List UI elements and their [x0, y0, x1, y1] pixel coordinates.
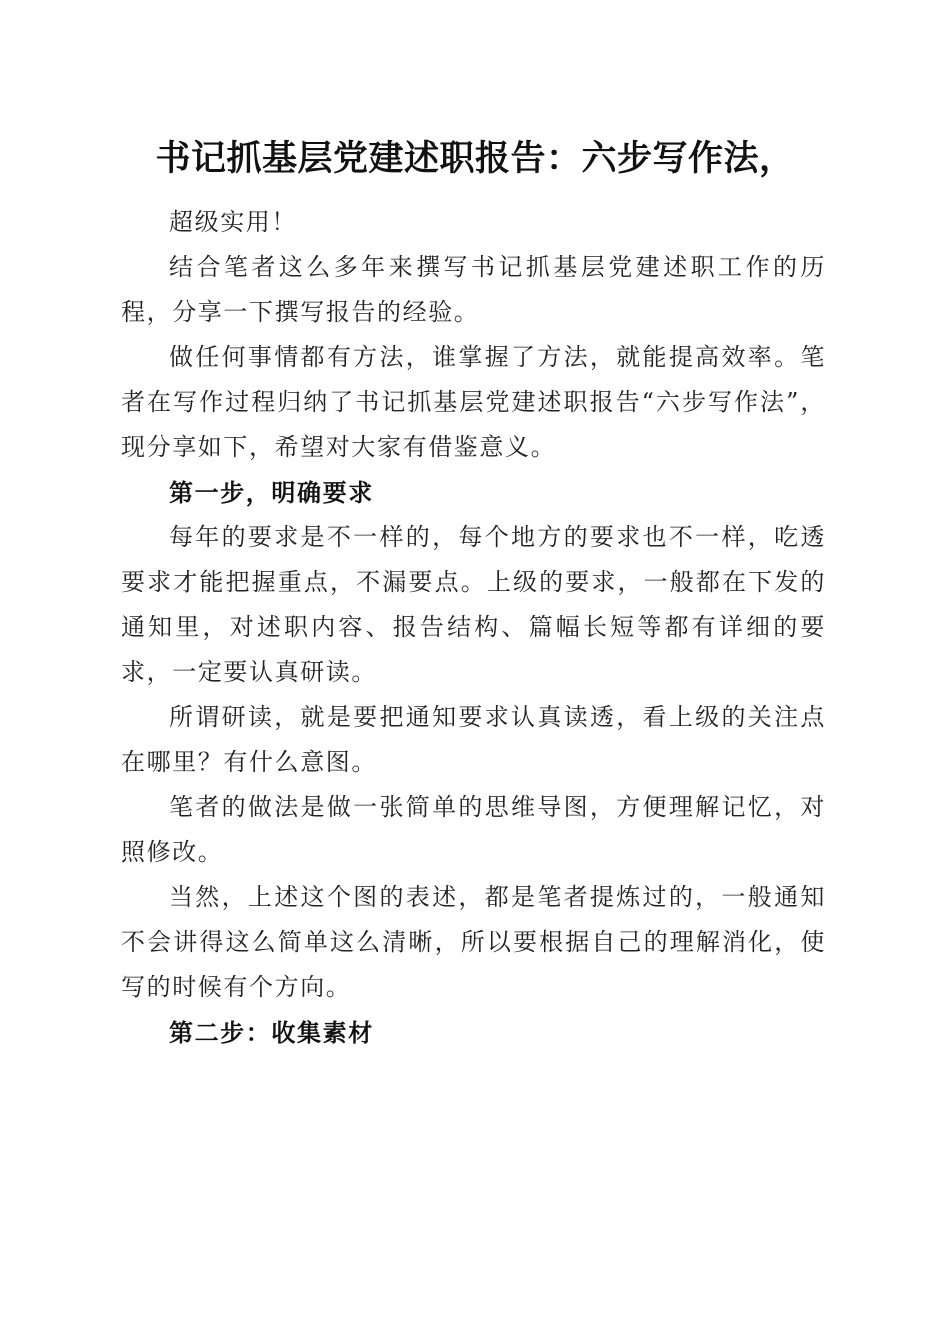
paragraph-method: 做任何事情都有方法，谁掌握了方法，就能提高效率。笔者在写作过程归纳了书记抓基层党建述职报告“六步写作法”，现分享如下，希望对大家有借鉴意义。 — [121, 343, 826, 461]
document-body — [121, 200, 826, 1055]
paragraph-study: 所谓研读，就是要把通知要求认真读透，看上级的关注点在哪里？有什么意图。 — [121, 703, 826, 776]
paragraph-experience: 结合笔者这么多年来撰写书记抓基层党建述职工作的历程，分享一下撰写报告的经验。 — [121, 253, 826, 326]
paragraph-intro: 超级实用！ — [169, 208, 297, 236]
paragraph-requirements: 每年的要求是不一样的，每个地方的要求也不一样，吃透要求才能把握重点，不漏要点。上级的要求，一般都在下发的通知里，对述职内容、报告结构、篇幅长短等都有详细的要求，一定要认真研读。 — [121, 523, 826, 686]
section-heading-step-one: 第一步，明确要求 — [169, 478, 374, 507]
paragraph-mind-map: 笔者的做法是做一张简单的思维导图，方便理解记忆，对照修改。 — [121, 793, 826, 866]
section-heading-step-two: 第二步：收集素材 — [169, 1018, 374, 1047]
paragraph-direction: 当然，上述这个图的表述，都是笔者提炼过的，一般通知不会讲得这么简单这么清晰，所以要根据自己的理解消化，使写的时候有个方向。 — [121, 883, 826, 1001]
document-title: 书记抓基层党建述职报告：六步写作法， — [155, 138, 795, 179]
